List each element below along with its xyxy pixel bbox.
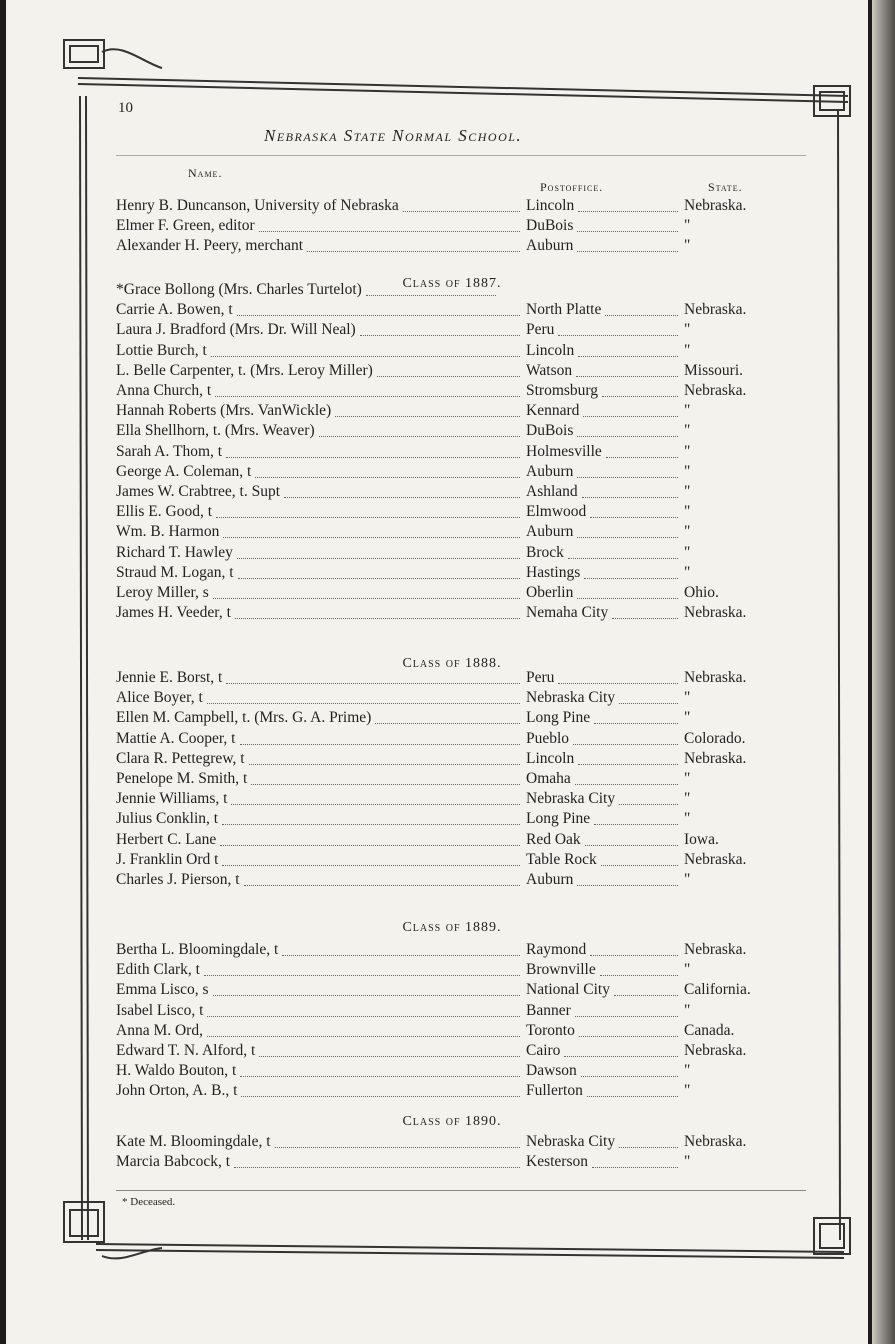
postoffice: DuBois — [526, 217, 574, 235]
dot-leader — [240, 724, 521, 745]
dot-leader — [211, 336, 520, 357]
dot-leader — [207, 1016, 520, 1037]
person-name: Bertha L. Bloomingdale, t — [116, 941, 279, 958]
state: " — [684, 961, 691, 979]
dot-leader — [244, 865, 520, 886]
dot-leader — [575, 996, 678, 1017]
roster-row — [116, 870, 796, 890]
dot-leader — [238, 558, 520, 579]
person-name: Penelope M. Smith, t — [116, 770, 248, 787]
dot-leader — [213, 578, 520, 599]
person-name: Jennie Williams, t — [116, 790, 228, 808]
person-name: Ellis E. Good, t — [116, 503, 213, 521]
dot-leader — [377, 356, 520, 377]
roster-row — [116, 1152, 796, 1172]
class-heading: Class of 1890. — [402, 1114, 502, 1129]
postoffice: Holmesville — [526, 442, 602, 460]
dot-leader — [600, 955, 678, 976]
dot-leader — [581, 1056, 678, 1077]
dot-leader — [234, 1147, 520, 1168]
person-name: James H. Veeder, t — [116, 604, 231, 622]
dot-leader — [284, 477, 520, 498]
postoffice: Auburn — [526, 523, 574, 541]
state: Nebraska. — [684, 850, 747, 868]
person-name: Julius Conklin, t — [116, 810, 219, 828]
postoffice: Cairo — [526, 1042, 561, 1059]
state: Nebraska. — [684, 669, 747, 686]
dot-leader — [237, 295, 520, 316]
dot-leader — [251, 764, 520, 785]
dot-leader — [222, 845, 520, 866]
dot-leader — [366, 275, 496, 296]
postoffice: Ashland — [526, 483, 578, 500]
person-name: Hannah Roberts (Mrs. VanWickle) — [116, 402, 332, 420]
postoffice: Auburn — [526, 871, 574, 888]
dot-leader — [585, 825, 678, 846]
dot-leader — [564, 1036, 678, 1057]
dot-leader — [590, 497, 678, 518]
state: Nebraska. — [684, 1133, 747, 1150]
state: " — [684, 810, 691, 828]
person-name: Mattie A. Cooper, t — [116, 729, 236, 747]
dot-leader — [222, 804, 520, 825]
state: Nebraska. — [684, 604, 747, 622]
dot-leader — [577, 578, 678, 599]
dot-leader — [360, 315, 520, 336]
person-name: Straud M. Logan, t — [116, 563, 234, 581]
person-name: Carrie A. Bowen, t — [116, 301, 233, 319]
dot-leader — [614, 975, 678, 996]
state: Nebraska. — [684, 1042, 747, 1059]
state: " — [684, 790, 691, 808]
state: " — [684, 709, 691, 727]
state: " — [684, 523, 691, 541]
class-heading: Class of 1887. — [402, 276, 502, 291]
dot-leader — [237, 538, 520, 559]
person-name: Elmer F. Green, editor — [116, 217, 255, 235]
state: " — [684, 422, 691, 440]
dot-leader — [601, 845, 678, 866]
person-name: L. Belle Carpenter, t. (Mrs. Leroy Miller) — [116, 361, 373, 379]
dot-leader — [235, 598, 520, 619]
postoffice: DuBois — [526, 422, 574, 440]
state: " — [684, 563, 691, 581]
dot-leader — [255, 457, 520, 478]
state: Canada. — [684, 1021, 735, 1039]
state: " — [684, 402, 691, 420]
postoffice: Hastings — [526, 563, 581, 581]
state: " — [684, 483, 691, 500]
dot-leader — [259, 1036, 520, 1057]
dot-leader — [568, 538, 678, 559]
dot-leader — [587, 1076, 678, 1097]
dot-leader — [403, 191, 520, 212]
class-heading: Class of 1889. — [402, 920, 502, 935]
postoffice: National City — [526, 981, 610, 999]
state: Colorado. — [684, 729, 746, 747]
dot-leader — [577, 457, 678, 478]
person-name: Leroy Miller, s — [116, 584, 209, 601]
person-name: James W. Crabtree, t. Supt — [116, 483, 281, 500]
dot-leader — [612, 598, 678, 619]
postoffice: Peru — [526, 669, 555, 686]
dot-leader — [558, 663, 678, 684]
person-name: Isabel Lisco, t — [116, 1001, 204, 1019]
roster-row — [116, 236, 796, 256]
person-name: George A. Coleman, t — [116, 462, 252, 480]
postoffice: Lincoln — [526, 197, 575, 214]
dot-leader — [223, 517, 520, 538]
state: " — [684, 1082, 691, 1100]
dot-leader — [375, 703, 520, 724]
postoffice: Lincoln — [526, 341, 575, 359]
state: Iowa. — [684, 830, 719, 848]
dot-leader — [578, 336, 678, 357]
person-name: Anna M. Ord, — [116, 1021, 203, 1039]
dot-leader — [590, 935, 678, 956]
dot-leader — [240, 1056, 520, 1077]
postoffice: Fullerton — [526, 1082, 583, 1100]
dot-leader — [605, 295, 678, 316]
state: " — [684, 442, 691, 460]
footnote-rule — [116, 1190, 806, 1191]
state: Ohio. — [684, 584, 719, 601]
dot-leader — [578, 744, 678, 765]
state: " — [684, 341, 691, 359]
dot-leader — [220, 825, 520, 846]
header-rule — [116, 155, 806, 156]
person-name: Charles J. Pierson, t — [116, 871, 240, 888]
postoffice: Kesterson — [526, 1153, 588, 1171]
page-edge-shadow — [872, 0, 895, 1344]
postoffice: Banner — [526, 1001, 571, 1019]
postoffice: Brock — [526, 543, 564, 561]
postoffice: Kennard — [526, 402, 580, 420]
person-name: Herbert C. Lane — [116, 830, 217, 848]
state: " — [684, 770, 691, 787]
postoffice: Auburn — [526, 462, 574, 480]
person-name: J. Franklin Ord t — [116, 850, 219, 868]
state: " — [684, 1001, 691, 1019]
dot-leader — [577, 865, 678, 886]
dot-leader — [307, 231, 520, 252]
postoffice: Elmwood — [526, 503, 587, 521]
person-name: Kate M. Bloomingdale, t — [116, 1133, 271, 1150]
person-name: Alexander H. Peery, merchant — [116, 237, 304, 255]
person-name: Henry B. Duncanson, University of Nebraska — [116, 197, 399, 214]
dot-leader — [207, 996, 520, 1017]
state: " — [684, 217, 691, 235]
dot-leader — [619, 1127, 678, 1148]
postoffice: Nebraska City — [526, 1133, 616, 1150]
person-name: *Grace Bollong (Mrs. Charles Turtelot) — [116, 281, 362, 298]
dot-leader — [216, 497, 520, 518]
dot-leader — [282, 935, 520, 956]
dot-leader — [582, 477, 678, 498]
dot-leader — [577, 231, 678, 252]
dot-leader — [215, 376, 520, 397]
postoffice: Stromsburg — [526, 382, 599, 399]
postoffice: Brownville — [526, 961, 596, 979]
dot-leader — [577, 416, 678, 437]
postoffice: Nebraska City — [526, 790, 616, 808]
state: Nebraska. — [684, 382, 747, 399]
person-name: Ella Shellhorn, t. (Mrs. Weaver) — [116, 422, 315, 440]
dot-leader — [583, 396, 678, 417]
postoffice: Peru — [526, 321, 555, 339]
dot-leader — [573, 724, 678, 745]
person-name: Lottie Burch, t — [116, 341, 207, 359]
person-name: Emma Lisco, s — [116, 981, 209, 999]
postoffice: Auburn — [526, 237, 574, 255]
dot-leader — [226, 663, 520, 684]
person-name: H. Waldo Bouton, t — [116, 1062, 237, 1080]
state: " — [684, 543, 691, 561]
dot-leader — [602, 376, 678, 397]
dot-leader — [259, 211, 520, 232]
postoffice: North Platte — [526, 301, 602, 319]
state: " — [684, 503, 691, 521]
dot-leader — [558, 315, 678, 336]
dot-leader — [226, 437, 520, 458]
page-number: 10 — [118, 100, 133, 116]
person-name: Jennie E. Borst, t — [116, 669, 223, 686]
person-name: Ellen M. Campbell, t. (Mrs. G. A. Prime) — [116, 709, 372, 727]
dot-leader — [594, 703, 678, 724]
person-name: Clara R. Pettegrew, t — [116, 749, 245, 767]
col-name-header: Name. — [188, 166, 223, 180]
dot-leader — [577, 211, 678, 232]
postoffice: Lincoln — [526, 749, 575, 767]
person-name: John Orton, A. B., t — [116, 1082, 238, 1100]
state: " — [684, 462, 691, 480]
postoffice: Oberlin — [526, 584, 574, 601]
dot-leader — [241, 1076, 520, 1097]
dot-leader — [249, 744, 520, 765]
person-name: Wm. B. Harmon — [116, 523, 220, 541]
postoffice: Nebraska City — [526, 689, 616, 707]
dot-leader — [275, 1127, 520, 1148]
state: " — [684, 1062, 691, 1080]
book-page — [6, 0, 868, 1344]
postoffice: Toronto — [526, 1021, 575, 1039]
col-postoffice-header: Postoffice. — [540, 180, 604, 194]
dot-leader — [335, 396, 520, 417]
dot-leader — [619, 683, 678, 704]
roster-row — [116, 1081, 796, 1101]
postoffice: Long Pine — [526, 810, 591, 828]
state: Nebraska. — [684, 749, 747, 767]
person-name: Richard T. Hawley — [116, 543, 233, 561]
state: " — [684, 689, 691, 707]
postoffice: Watson — [526, 361, 573, 379]
col-state-header: State. — [708, 180, 743, 194]
person-name: Anna Church, t — [116, 382, 212, 399]
postoffice: Raymond — [526, 941, 587, 958]
state: " — [684, 321, 691, 339]
dot-leader — [592, 1147, 678, 1168]
dot-leader — [204, 955, 520, 976]
person-name: Marcia Babcock, t — [116, 1153, 231, 1171]
running-head: Nebraska State Normal School. — [264, 126, 523, 145]
postoffice: Red Oak — [526, 830, 581, 848]
dot-leader — [579, 1016, 678, 1037]
dot-leader — [594, 804, 678, 825]
postoffice: Nemaha City — [526, 604, 609, 622]
person-name: Sarah A. Thom, t — [116, 442, 223, 460]
dot-leader — [576, 356, 678, 377]
postoffice: Dawson — [526, 1062, 577, 1080]
state: Missouri. — [684, 361, 743, 379]
roster-row — [116, 603, 796, 623]
dot-leader — [584, 558, 678, 579]
person-name: Edward T. N. Alford, t — [116, 1042, 256, 1059]
state: California. — [684, 981, 751, 999]
dot-leader — [577, 517, 678, 538]
postoffice: Pueblo — [526, 729, 570, 747]
dot-leader — [575, 764, 678, 785]
dot-leader — [319, 416, 520, 437]
class-heading: Class of 1888. — [402, 656, 502, 671]
person-name: Edith Clark, t — [116, 961, 200, 979]
postoffice: Long Pine — [526, 709, 591, 727]
dot-leader — [578, 191, 678, 212]
state: Nebraska. — [684, 301, 747, 319]
state: Nebraska. — [684, 197, 747, 214]
dot-leader — [207, 683, 520, 704]
dot-leader — [606, 437, 678, 458]
state: " — [684, 1153, 691, 1171]
postoffice: Table Rock — [526, 850, 597, 868]
state: " — [684, 237, 691, 255]
footnote: * Deceased. — [122, 1196, 176, 1208]
person-name: Laura J. Bradford (Mrs. Dr. Will Neal) — [116, 321, 356, 339]
person-name: Alice Boyer, t — [116, 689, 203, 707]
dot-leader — [231, 784, 520, 805]
state: " — [684, 871, 691, 888]
state: Nebraska. — [684, 941, 747, 958]
dot-leader — [619, 784, 678, 805]
dot-leader — [213, 975, 520, 996]
postoffice: Omaha — [526, 770, 571, 787]
